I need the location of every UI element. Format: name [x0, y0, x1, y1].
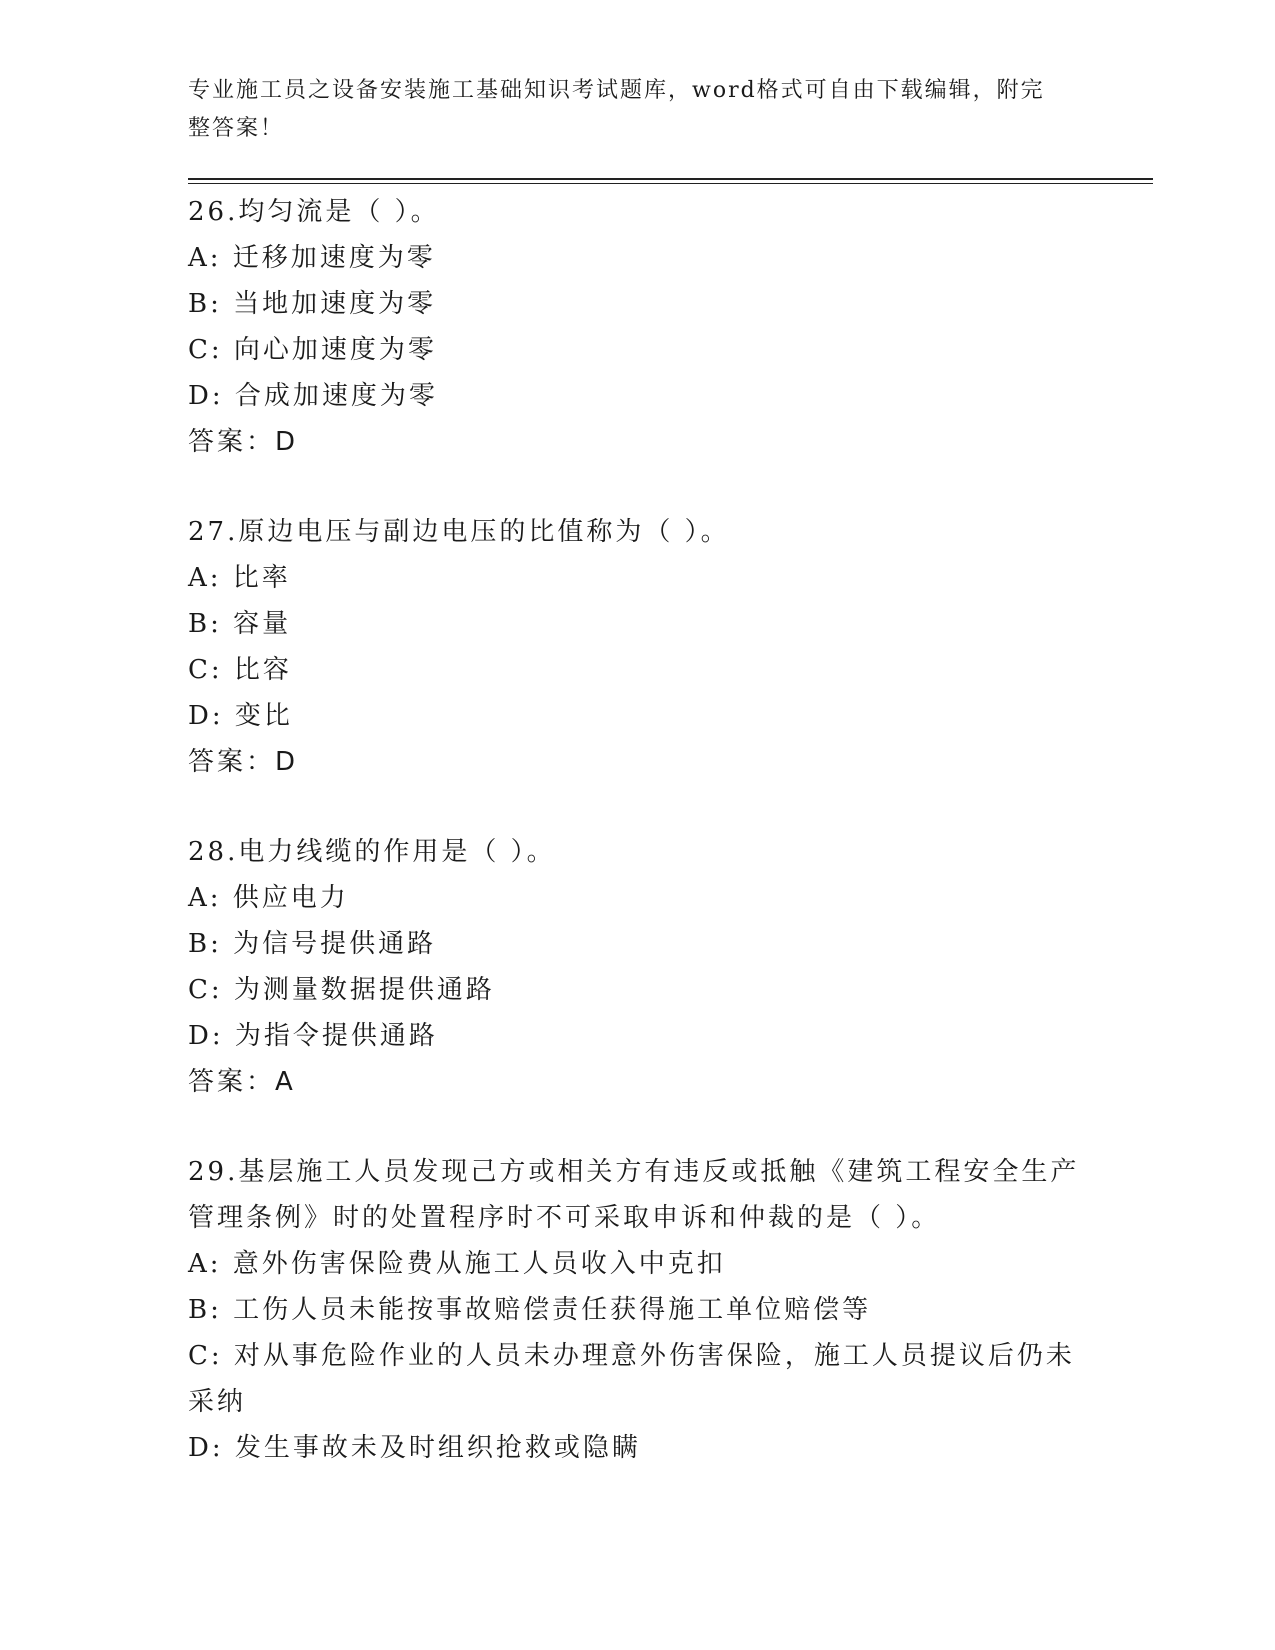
answer-label: 答案：D — [188, 427, 299, 457]
option-a: A: 意外伤害保险费从施工人员收入中克扣 — [188, 1249, 726, 1279]
option-d: D: 变比 — [188, 701, 293, 731]
document-header: 专业施工员之设备安装施工基础知识考试题库，word格式可自由下载编辑，附完整答案！ — [188, 78, 1045, 141]
question-stem: 29.基层施工人员发现己方或相关方有违反或抵触《建筑工程安全生产管理条例》时的处置程序时不可采取申诉和仲裁的是（ ）。 — [188, 1157, 1080, 1233]
question-stem: 27.原边电压与副边电压的比值称为（ ）。 — [188, 517, 730, 547]
header-divider-bottom — [188, 183, 1153, 184]
question-26 — [188, 189, 1088, 465]
option-c: C: 向心加速度为零 — [188, 335, 437, 365]
question-stem: 28.电力线缆的作用是（ ）。 — [188, 837, 556, 867]
question-27 — [188, 509, 1088, 785]
question-stem: 26.均匀流是（ ）。 — [188, 197, 440, 227]
option-c: C: 比容 — [188, 655, 292, 685]
option-a: A: 迁移加速度为零 — [188, 243, 436, 273]
option-b: B: 为信号提供通路 — [188, 929, 437, 959]
answer-label: 答案：D — [188, 747, 299, 777]
option-b: B: 容量 — [188, 609, 292, 639]
header-divider-top — [188, 178, 1153, 180]
option-c: C: 为测量数据提供通路 — [188, 975, 495, 1005]
question-29 — [188, 1149, 1088, 1471]
option-d: D: 发生事故未及时组织抢救或隐瞒 — [188, 1433, 641, 1463]
option-c: C: 对从事危险作业的人员未办理意外伤害保险，施工人员提议后仍未采纳 — [188, 1341, 1075, 1417]
answer-label: 答案：A — [188, 1067, 296, 1097]
option-a: A: 比率 — [188, 563, 291, 593]
option-a: A: 供应电力 — [188, 883, 349, 913]
question-28 — [188, 829, 1088, 1105]
option-d: D: 合成加速度为零 — [188, 381, 438, 411]
option-b: B: 当地加速度为零 — [188, 289, 437, 319]
option-b: B: 工伤人员未能按事故赔偿责任获得施工单位赔偿等 — [188, 1295, 872, 1325]
option-d: D: 为指令提供通路 — [188, 1021, 438, 1051]
